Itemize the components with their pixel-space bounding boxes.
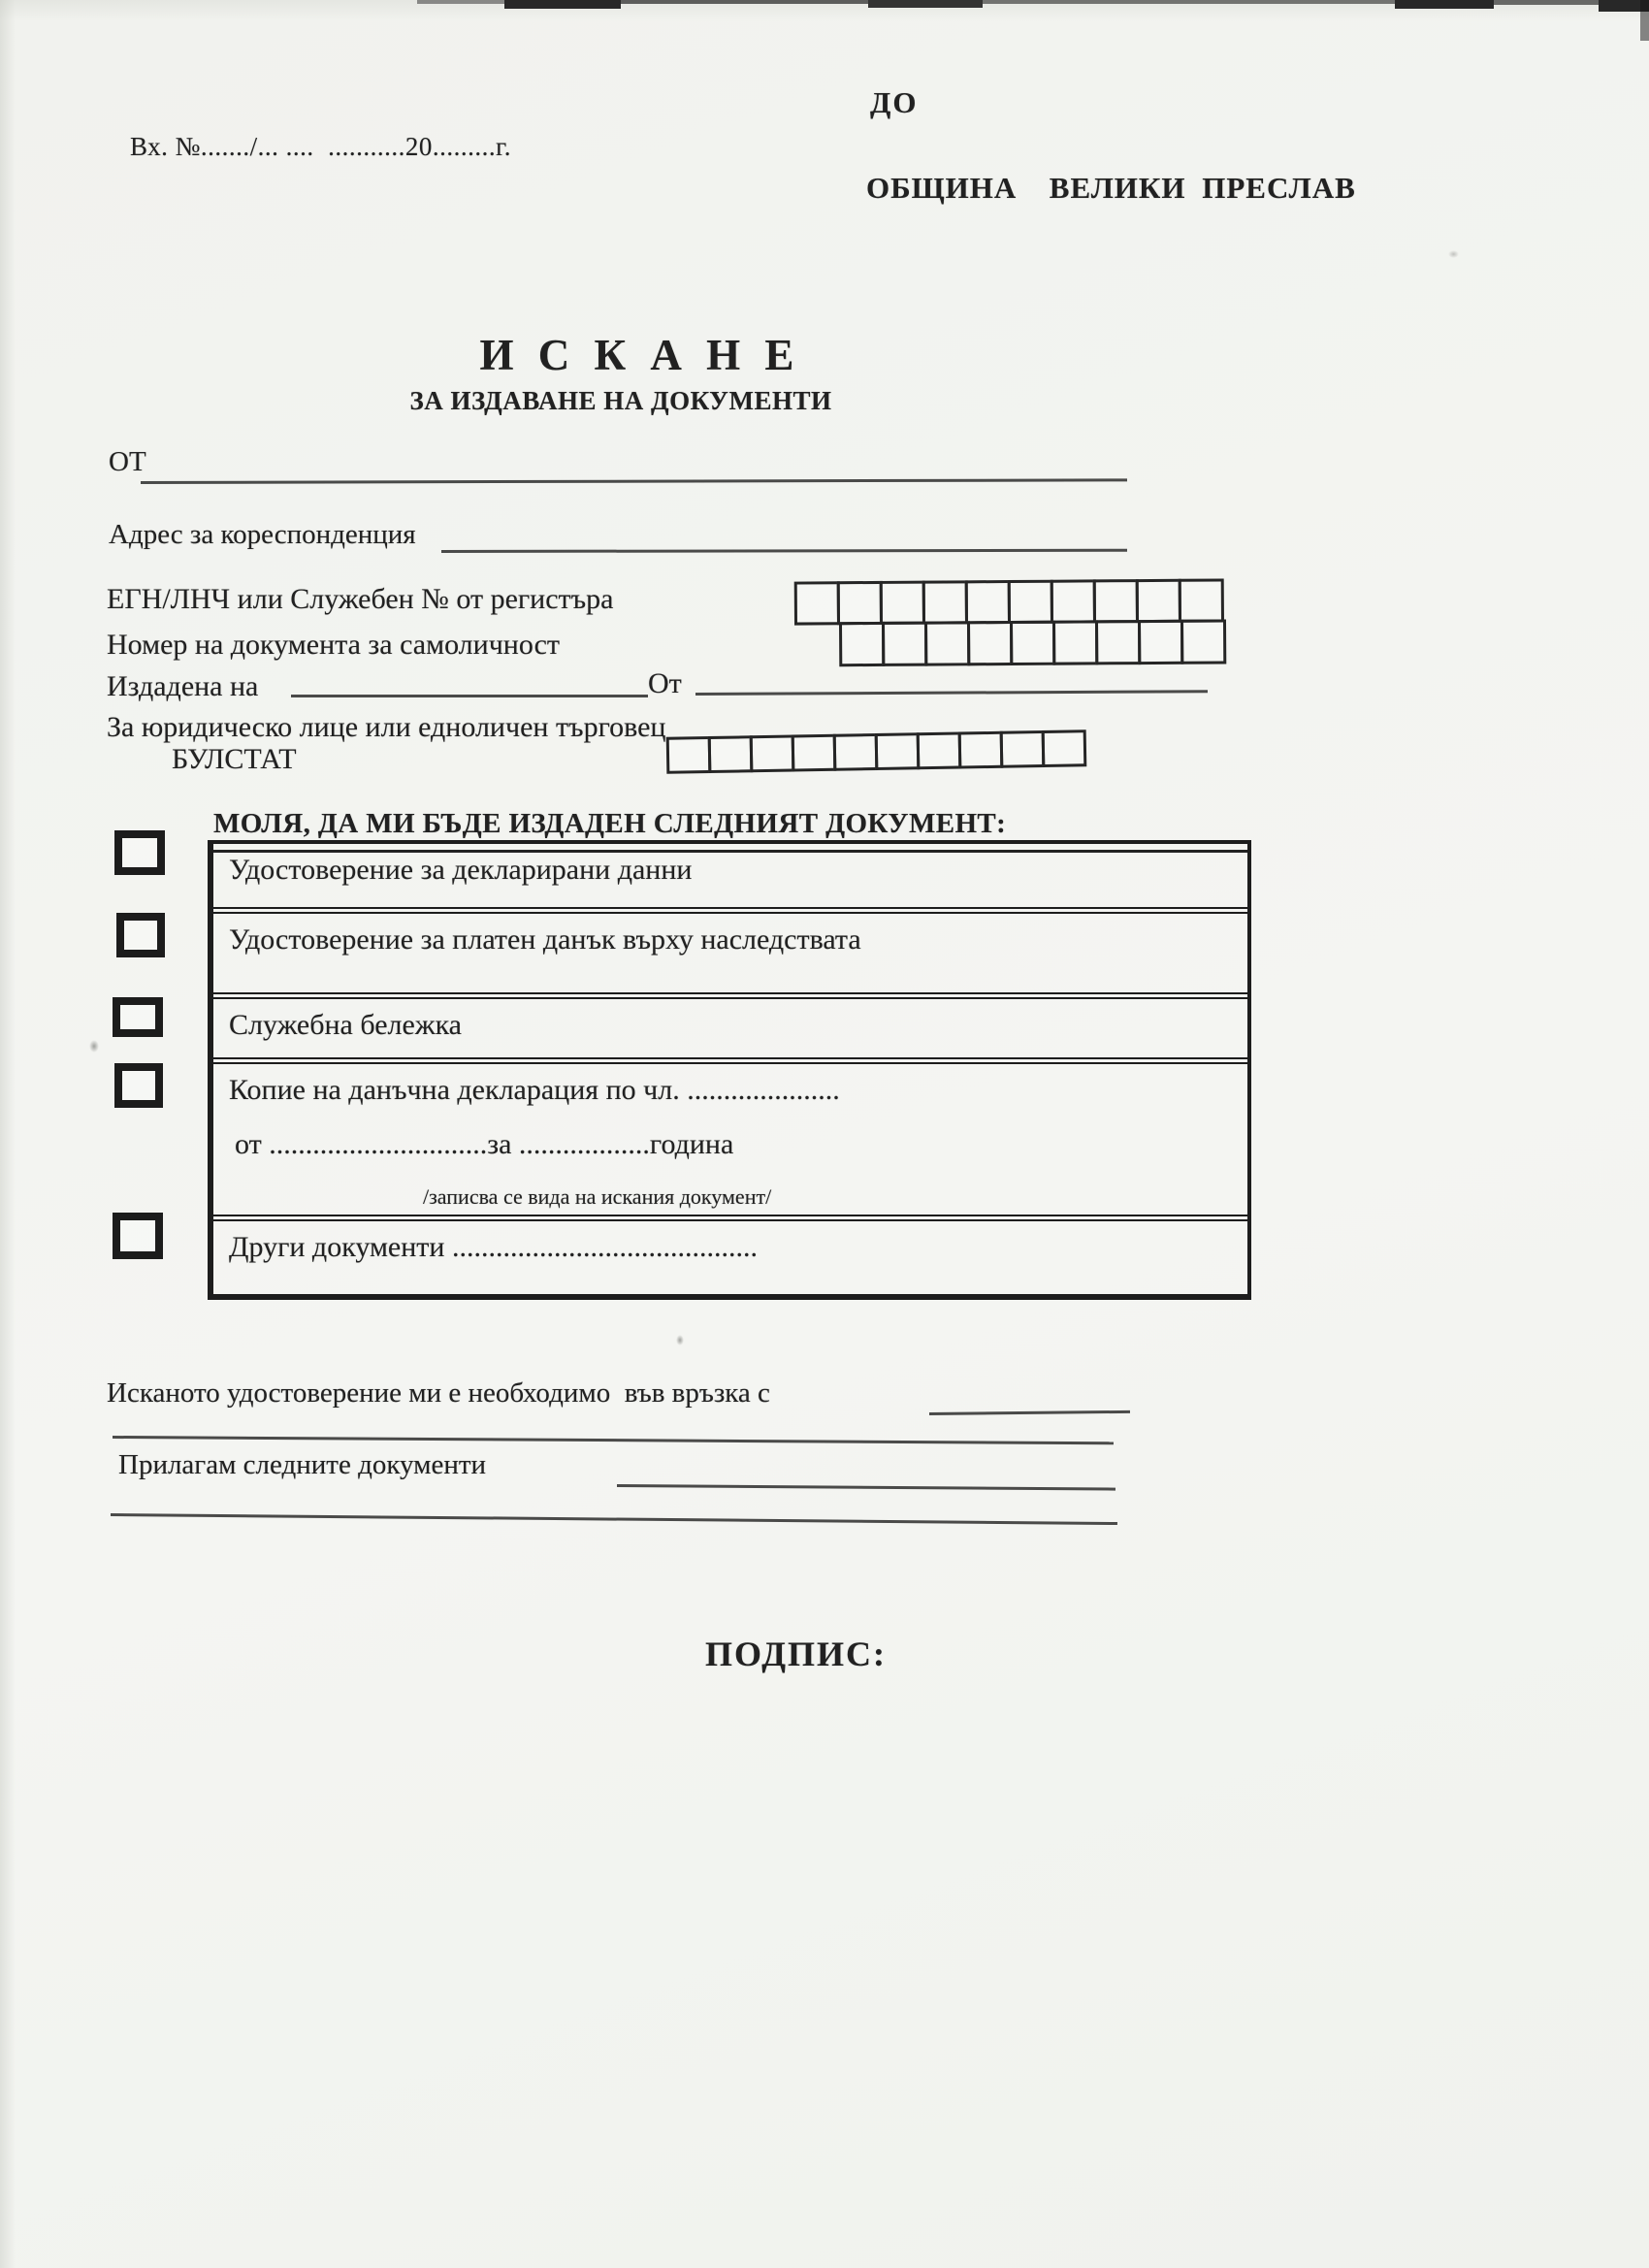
entry-number-field[interactable]: Вх. №......./... .... ...........20.........г.	[130, 132, 511, 161]
legal-entity-label: За юридическо лице или едноличен търговец	[107, 711, 666, 743]
grid-cell[interactable]	[1008, 580, 1053, 624]
addressee-label: ДО	[870, 85, 919, 119]
table-row[interactable]: Служебна бележка	[213, 999, 1247, 1064]
grid-cell[interactable]	[837, 581, 883, 625]
from-label: ОТ	[109, 446, 146, 477]
egn-grid-row-top	[797, 578, 1226, 625]
egn-grid-row-bottom	[842, 619, 1226, 666]
grid-cell[interactable]	[1136, 579, 1181, 623]
grid-cell[interactable]	[839, 622, 885, 666]
address-input-line[interactable]	[441, 549, 1127, 553]
grid-cell[interactable]	[1179, 578, 1224, 622]
grid-cell[interactable]	[708, 735, 754, 773]
bulstat-grid-row	[669, 729, 1087, 773]
grid-cell[interactable]	[922, 580, 968, 624]
scan-speck	[1448, 250, 1459, 258]
table-row[interactable]: Удостоверение за декларирани данни	[213, 844, 1247, 914]
table-row[interactable]: Удостоверение за платен данък върху наследствата	[213, 914, 1247, 999]
grid-cell[interactable]	[1180, 619, 1226, 664]
issued-by-label: От	[648, 667, 682, 699]
from-input-line[interactable]	[141, 478, 1127, 484]
row-fill-line[interactable]: от ..............................за ..................година	[235, 1128, 734, 1160]
document-options-table	[208, 840, 1251, 1300]
signature-label: ПОДПИС:	[705, 1635, 887, 1673]
table-row[interactable]: Други документи ..........................................	[229, 1231, 758, 1263]
form-subtitle: ЗА ИЗДАВАНЕ НА ДОКУМЕНТИ	[409, 386, 832, 415]
scan-speck	[89, 1040, 99, 1053]
grid-cell[interactable]	[1093, 579, 1139, 623]
address-label: Адрес за кореспонденция	[109, 519, 416, 550]
checkbox-declaration-copy[interactable]	[114, 1063, 163, 1108]
grid-cell[interactable]	[875, 732, 921, 770]
attachments-short-line[interactable]	[617, 1484, 1116, 1491]
grid-cell[interactable]	[750, 735, 795, 773]
row-note: /записва се вида на искания документ/	[423, 1184, 772, 1209]
request-heading: МОЛЯ, ДА МИ БЪДЕ ИЗДАДЕН СЛЕДНИЯТ ДОКУМЕНТ:	[213, 808, 1007, 839]
issued-by-input-line[interactable]	[695, 690, 1208, 696]
grid-cell[interactable]	[794, 581, 840, 625]
form-title: И С К А Н Е	[479, 331, 801, 379]
grid-cell[interactable]	[958, 731, 1004, 769]
grid-cell[interactable]	[792, 734, 837, 772]
grid-cell[interactable]	[1138, 620, 1183, 664]
purpose-label: Исканото удостоверение ми е необходимо във връзка с	[107, 1377, 770, 1409]
attachments-full-line[interactable]	[111, 1513, 1117, 1525]
id-document-label: Номер на документа за самоличност	[107, 629, 561, 661]
municipality-name: ОБЩИНА ВЕЛИКИ ПРЕСЛАВ	[866, 171, 1356, 205]
purpose-short-line[interactable]	[929, 1410, 1130, 1415]
checkbox-declared-data[interactable]	[114, 830, 165, 875]
grid-cell[interactable]	[833, 733, 879, 771]
issued-on-input-line[interactable]	[291, 695, 648, 697]
table-row[interactable]	[213, 1064, 1247, 1221]
row-label: Копие на данъчна декларация по чл. .....................	[229, 1074, 840, 1106]
purpose-full-line[interactable]	[113, 1436, 1114, 1444]
attachments-label: Прилагам следните документи	[118, 1449, 487, 1480]
grid-cell[interactable]	[924, 621, 970, 665]
checkbox-inheritance-tax[interactable]	[116, 913, 165, 957]
egn-grid	[797, 578, 1227, 666]
grid-cell[interactable]	[967, 621, 1013, 665]
grid-cell[interactable]	[965, 580, 1011, 624]
bulstat-grid	[669, 729, 1087, 773]
grid-cell[interactable]	[1095, 620, 1141, 664]
scan-speck	[676, 1335, 684, 1345]
egn-label: ЕГН/ЛНЧ или Служебен № от регистъра	[107, 583, 614, 615]
grid-cell[interactable]	[666, 736, 712, 774]
grid-cell[interactable]	[1000, 730, 1046, 768]
grid-cell[interactable]	[1010, 621, 1055, 665]
bulstat-label: БУЛСТАТ	[172, 743, 297, 775]
checkbox-office-note[interactable]	[113, 997, 163, 1037]
grid-cell[interactable]	[1042, 729, 1087, 767]
issued-on-label: Издадена на	[107, 670, 259, 702]
checkbox-other-documents[interactable]	[113, 1213, 163, 1259]
grid-cell[interactable]	[917, 732, 962, 770]
grid-cell[interactable]	[1052, 620, 1098, 664]
grid-cell[interactable]	[880, 581, 925, 625]
grid-cell[interactable]	[1051, 579, 1096, 623]
grid-cell[interactable]	[882, 622, 927, 666]
